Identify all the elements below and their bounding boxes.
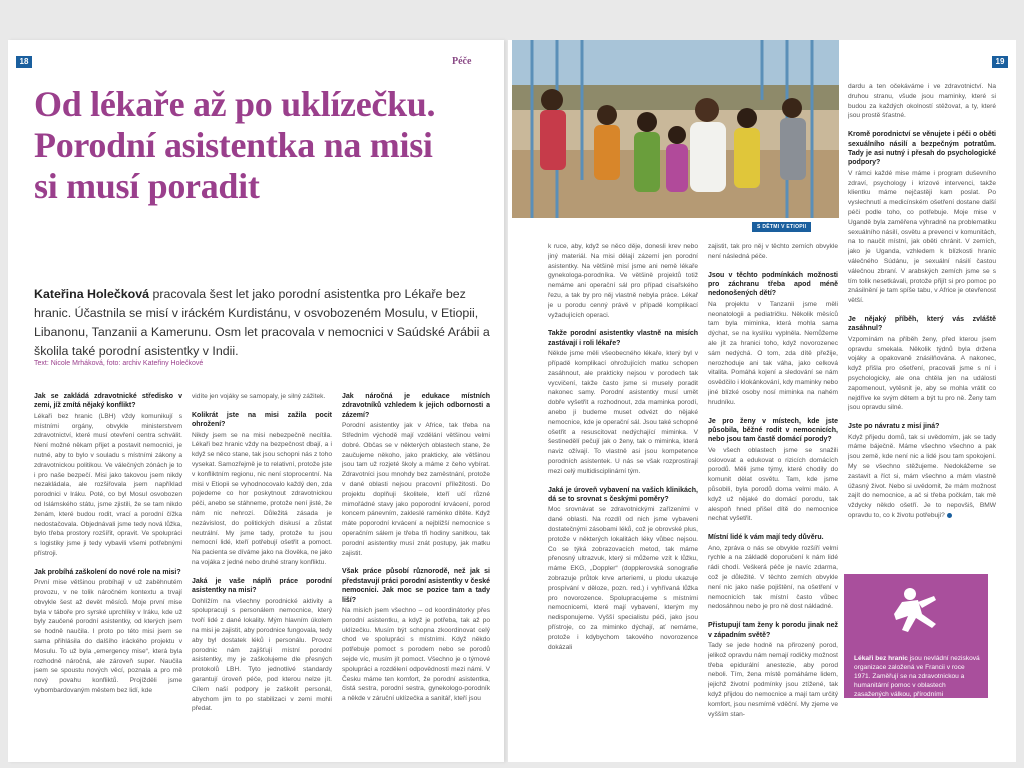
- right-text-column-2: [708, 242, 838, 760]
- msf-description: [854, 654, 980, 708]
- interview-answer: Moc srovnávat se zdravotnickými zařízeními v dané oblasti. Na rozdíl od nich jsme vybaveni dostatečnými zásobami léků, což je obrovské plus, protože v některých lokalitách léky vůbec nejsou. Co se týká zobrazovacích metod, tak máme přenosný ultrazvuk, který si můžeme vzít k lůžku, máme EKG, „Doppler“ (dopplerovská sonografie zobrazuje průtok krve arteriemi, u plodu ukazuje prospívání v děloze, pozn. red.) i vyhřívaná lůžka pro novorozence. Spolupracujeme s místními nemocnicemi, které mají vybavení, kterým my nedisponujeme. Vyšší specialistu péči, jako jsou přístroje, co za miminko dýchají, ať nemáme, protože i kdybychom takového novorozence dokázali: [548, 506, 698, 651]
- interview-answer: Když přijedu domů, tak si uvědomím, jak se tady máme báječně. Máme všechno všechno a pak jsou země, kde není nic a lidé jsou tam spokojení. My se všechno stěžujeme. Nedokážeme se zastavit a říct si, mám všechno a mám vlastně úžasný život. Nebo si uvědomit, že mám možnost zajít do nemocnice, a ač si třeba počkám, tak mě vždycky někdo ošetří. Je to nepovšiš, BMW opravdu to, co k životu potřebuji?: [848, 433, 996, 519]
- msf-text: jsou nevládní nezisková organizace založená ve Francii v roce 1971. Zaměřují se na zdravotnickou a humanitární pomoc v oblastech zasažených válkou, přírodními katastrofami nebo epidemiemi.: [854, 655, 980, 707]
- interview-answer: První mise většinou probíhají v už zaběhnutém provozu, v ne tolik náročném kontextu a trvají obvykle šest až devět měsíců. Moje první mise byla v táboře pro syrské uprchlíky v Iráku, kde už byly zaučené porodní asistentky, od kterých jsem se hodně naučila. I proto po této misi jsem se sama přihlásila do dalšího iráckého projektu v Mosulu. To už byla „emergency mise“, která byla rozhodně náročná, ale zároveň super. Naučila jsem se spoustu nových věcí, poznala a pro mě nový povahu konfliktů. Projížděli jsme vybombardovaným městem bez lidí, kde: [34, 579, 182, 694]
- msf-bold-text: Lékaři bez hranic: [854, 655, 908, 662]
- interview-answer: vidíte jen vojáky se samopaly, je silný zážitek.: [192, 393, 326, 400]
- section-label: Péče: [452, 56, 472, 67]
- interview-question: Jste po návratu z misí jiná?: [848, 423, 940, 431]
- interview-answer: V rámci každé mise máme i program duševního zdraví, psychology i krizové intervenci, takže klientku máme nejčastěji kam poslat. Po vyslechnutí a medicínském ošetření dostane další péči podle toho, co potřebuje. Moje mise v Ugandě byla zaměřena výhradně na problematiku sexuálního násilí, osvětu a prevenci v komunitách, na to naučit místní, jak oběti chránit. V zemích, jako je Uganda, vzhledem k blízkosti hranic válečného Súdánu, je sexuální násilí častou válečnou zbraní. V arabských zemích jsme se s tím tolik nesetkávali, protože přijít si pro pomoc po znásilnění je tam spíše tabu, v Africe je otevřenost větší.: [848, 169, 996, 305]
- interview-answer: Ve všech oblastech jsme se snažili oslovovat a edukovat o rizicích domácích porodů. Měli jsme týmy, které chodily do komunit dělat osvětu. Tam, kde jsme působili, byla porodů doma velmi málo. A když už nějaké do domácí porodu, tak alespoň hned přišel dítě do nemocnice nechat vyšetřit.: [708, 446, 838, 523]
- interview-question: Jsou v těchto podmínkách možnosti pro záchranu třeba apod méně nedonošených dětí?: [708, 271, 838, 298]
- photo-caption: S DĚTMI V ETIOPII: [752, 222, 811, 232]
- right-text-column-1: [548, 242, 698, 760]
- article-headline: [34, 84, 484, 207]
- page-number-right: 19: [992, 56, 1008, 68]
- lead-text: pracovala šest let jako porodní asistentka pro Lékaře bez hranic. Účastnila se misí v iráckém Kurdistánu, v osvobozeném Mosulu, v Etiopii, Libanonu, Tanzanii a Kamerunu. Osm let pracovala v nemocnici v Saúdské Arábii a školila také porodní asistentky v Indii.: [34, 287, 490, 358]
- headline-line-1: Od lékaře až po uklízečku.: [34, 84, 436, 124]
- lead-name: Kateřina Holečková: [34, 287, 150, 301]
- interview-answer: zajistit, tak pro něj v těchto zemích obvykle není následná péče.: [708, 243, 838, 260]
- headline-line-3: si musí poradit: [34, 166, 260, 206]
- msf-logo-icon: [888, 584, 944, 640]
- interview-question: Jak náročná je edukace místních zdravotníků vzhledem k jejich odbornosti a zázemí?: [342, 393, 490, 419]
- interview-answer: Porodní asistentky jak v Africe, tak třeba na Středním východě mají vzdělání většinou velmi dobré. Občas se v některých oblastech stane, že zaučujeme někoho, jako prakticky, ale většinou jsou tam už rozjeté školy a máme z čeho vybírat. Zdravotníci jsou mnohdy bez zaměstnání, protože v dané oblasti nejsou pracovní příležitosti. Do projektu doplňuji školitele, kteří učí různé mimořádné stavy jako poporodní krvácení, porod koncem pánevním, zakleslé raménko dítěte. Když máte poporodní krvácení a nejbližší nemocnice s operačním sálem je třeba tři hodiny sanitkou, tak porodní asistentky musí znát postupy, jak matku zajistit.: [342, 422, 490, 557]
- text-column-2: [192, 392, 332, 760]
- text-column-1: [34, 392, 182, 760]
- interview-question: Přistupují tam ženy k porodu jinak než v západním světě?: [708, 622, 838, 639]
- interview-question: Je pro ženy v místech, kde jste působila, běžné rodit v nemocnicích, nebo jsou tam častě domácí porody?: [708, 417, 838, 444]
- interview-answer: Nikdy jsem se na misi nebezpečně necítila. Lékaři bez hranic vždy na bezpečnost dbají, a i když se něco stane, tak jsou schopni nás z toho vysekat. Samozřejmě je to relativní, protože jste v konfliktním regionu, nic není stoprocentní. Na misi v Etiopii se vyhodnocovalo každý den, zda pojedeme co hor poskytnout zdravotnickou péči, anebo se stáhneme, protože není jisté, že nám nic nehrozí. Důležitá zásada je nezávislost, do politických diskusí a zůstat neutrální. My jsme tady, protože tu jsou nemocní lidé, kteří potřebují ošetřit a pomoct. Na pacienta se díváme jako na člověka, ne jako na vojáka z jedné nebo druhé strany konfliktu.: [192, 431, 332, 566]
- interview-question: Kolikrát jste na misi zažila pocit ohrožení?: [192, 411, 332, 429]
- page-number-left: 18: [16, 56, 32, 68]
- interview-answer: Na misích jsem všechno – od koordinátorky přes porodní asistentku, a když je potřeba, tak až po uklízečku. Musím být schopna zkoordinovat celý chod ve spolupráci s místními. Když někdo potřebuje pomoct s porodem nebo se porodů sejde víc, musím jít pomoct. Všechno je o týmové spolupráci a rozdělení odpovědností mezi námi. V Česku máme ten komfort, že porodní asistentka, čistá sestra, porodní sestra, gynekologo-porodník a někde v záruční uklízečka a sanitář, kteří jsou: [342, 607, 490, 703]
- interview-question: Jak probíhá zaškolení do nové role na misi?: [34, 568, 181, 576]
- interview-answer: k ruce, aby, když se něco děje, donesli krev nebo jiný materiál. Na misi dělají zázemí jen porodní asistentky. Na většině misí jsme ani nemě lékaře gynekologa-porodníka. Ve většině projektů totiž nemáme ani operační sál pro případ císařského řezu, a tak by pro něj vlastně nebyla práce. Lékař je u porodu cenný právě v případě komplikací vyžadujících operaci.: [548, 243, 698, 319]
- text-column-3: [342, 392, 490, 760]
- interview-question: Kromě porodnictví se věnujete i péči o oběti sexuálního násilí a bezpečným potratům. Tady je asi nutný i přesah do psychologické podpory?: [848, 131, 996, 167]
- interview-question: Jaká je vaše náplň práce porodní asistentky na misi?: [192, 577, 332, 595]
- interview-question: Jak se zakládá zdravotnické středisko v zemi, jíž zmítá nějaký konflikt?: [34, 393, 182, 410]
- interview-answer: dardu a ten očekáváme i ve zdravotnictví. Na druhou stranu, všude jsou maminky, které si budou za každých okolností stěžovat, a ty, které jsou prostě šťastné.: [848, 83, 996, 120]
- interview-question: Místní lidé k vám mají tedy důvěru.: [708, 534, 824, 542]
- lead-paragraph: [34, 285, 504, 361]
- interview-answer: Ano, zpráva o nás se obvykle rozšíří velmi rychle a na základě doporučení k nám lidé rádi chodí. Veškerá péče je navíc zdarma, což je důležité. V těchto zemích obvykle není nic jako naše pojištění, na ošetření v nemocnicích tak místní často vůbec nedosáhnou nebo je pro ně dost nákladné.: [708, 544, 838, 611]
- right-page: [508, 40, 1016, 762]
- left-page: [8, 40, 504, 762]
- children-photo-illustration: [512, 40, 839, 218]
- interview-answer: Tady se jede hodně na přirozený porod, jelikož opravdu nám nemají rodičky možnost třeba epidurální anestezie, aby porod neboli. Tím, žena místě pomáháme lidem, jejichž životní podmínky jsou ztížené, tak když přijdou do nemocnice a mají tam určitý komfort, jsou nesmírně vděční. My zjeme ve vyšším stan-: [708, 641, 838, 718]
- photo-credit: Text: Nicole Mrháková, foto: archiv Kateřiny Holečkové: [34, 360, 204, 367]
- headline-line-2: Porodní asistentka na misi: [34, 125, 433, 165]
- interview-question: Však práce působí různorodě, než jak si představují práci porodní asistentky v české nemocnici. Jak moc se pozice tam a tady liší?: [342, 568, 490, 604]
- interview-answer: Lékaři bez hranic (LBH) vždy komunikují s místními orgány, obvykle ministerstvem zdravotnictví, které musí otevření centra schválit. Není možné někam přijet a postavit nemocnici, je nutné, aby to bylo v souladu s místními zákony a zdravotnickou politikou. Ve válečných zónách je to i pro naše bezpečí. Misi jako takovou jsem nikdy nezakládala, ale rozšiřovala jsem například porodnici v Iráku. Poté, co byl Mosul osvobozen od Islámského státu, jsme zjistili, že se tam nikdo ženám, které budou rodit, vrací a porodní čížka nedostačovala. Objednávali jsme tedy nová lůžka, bylo třeba prostory rozšířit, opravit. Ve spolupráci s logistiky jsme ji tedy vybavili všemi potřebnými přístroji.: [34, 412, 182, 557]
- interview-answer: Dohlížím na všechny porodnické aktivity a spolupracuji s personálem nemocnice, který tvoří lidé z dané lokality. Mým hlavním úkolem na misi je zajistit, aby porodnice fungovala, tedy aby byl dostatek léků i personálu. Provoz porodnic nám zajišťují místní porodní asistentky, my je zaškolujeme dle přesných protokolů LBH. Tyto jednotlivé standardy garantují úroveň péče, pod kterou nelze jít. Cílem naší podpory je zaškolit personál, abychom jim to po stabilizaci v zemi mohli předat.: [192, 597, 332, 713]
- interview-answer: Někde jsme měli všeobecného lékaře, který byl v případě komplikací ohrožujících matku schopen zasáhnout, ale prakticky nejsou v porodech tak vycvičení, takže často jsme si musely poradit nakonec samy. Porodní asistentky musí umět dobře vyšetřit a rozhodnout, zda maminka porodí, anebo ji budeme muset odvézt do nějaké nemocnice, kde je operační sál. Jsou také schopné ošetřit a resuscitovat nedýchající miminka. V šestinedělí pečují jak o ženy, tak o miminka, která naviz ožívají. To vlastně asi jsou kompetence porodních asistentek. U nás se však rozprostírají mezi celý multidisciplinární tým.: [548, 350, 698, 475]
- end-of-article-mark: [947, 513, 952, 518]
- right-text-column-3: [848, 82, 996, 570]
- interview-answer: Na projektu v Tanzanii jsme měli neonatologii a pediatričku. Několik měsíců tam byla miminka, která mohla sama dýchat, se na kyslíku vyplněla. Nemůžeme ale jít za hranici toho, když novorozenec sám nedýchá. O tom, zda dítě přežije, nerozhoduje ani tak váha, jako celková vitalita. Pomáhá kojení a sledování se nám osvědčilo i klokánkování, kdy maminky nebo jiné blízké osoby nosí miminka na nahém hrudníku.: [708, 300, 838, 406]
- interview-answer: Vzpomínám na příběh ženy, před kterou jsem opravdu smekala. Několik týdnů byla držena vojáky a opakovaně znásilňována. A nakonec, když přišla pro ošetření, pracovali jsme s ní i psychologicky, ale ona chtěla jen na události zapomenout, vytěsnit je, aby se mohla vrátit co nejdříve ke svým dětem a být tu pro ně. Ženy tam jsou opravdu silné.: [848, 335, 996, 412]
- interview-question: Jaká je úroveň vybavení na vašich klinikách, dá se to srovnat s českými poměry?: [548, 486, 698, 503]
- msf-info-box: [844, 574, 988, 707]
- interview-question: Je nějaký příběh, který vás zvláště zasáhnul?: [848, 315, 996, 333]
- interview-question: Takže porodní asistentky vlastně na misích zastávají i roli lékaře?: [548, 330, 698, 347]
- article-photo: [512, 40, 839, 218]
